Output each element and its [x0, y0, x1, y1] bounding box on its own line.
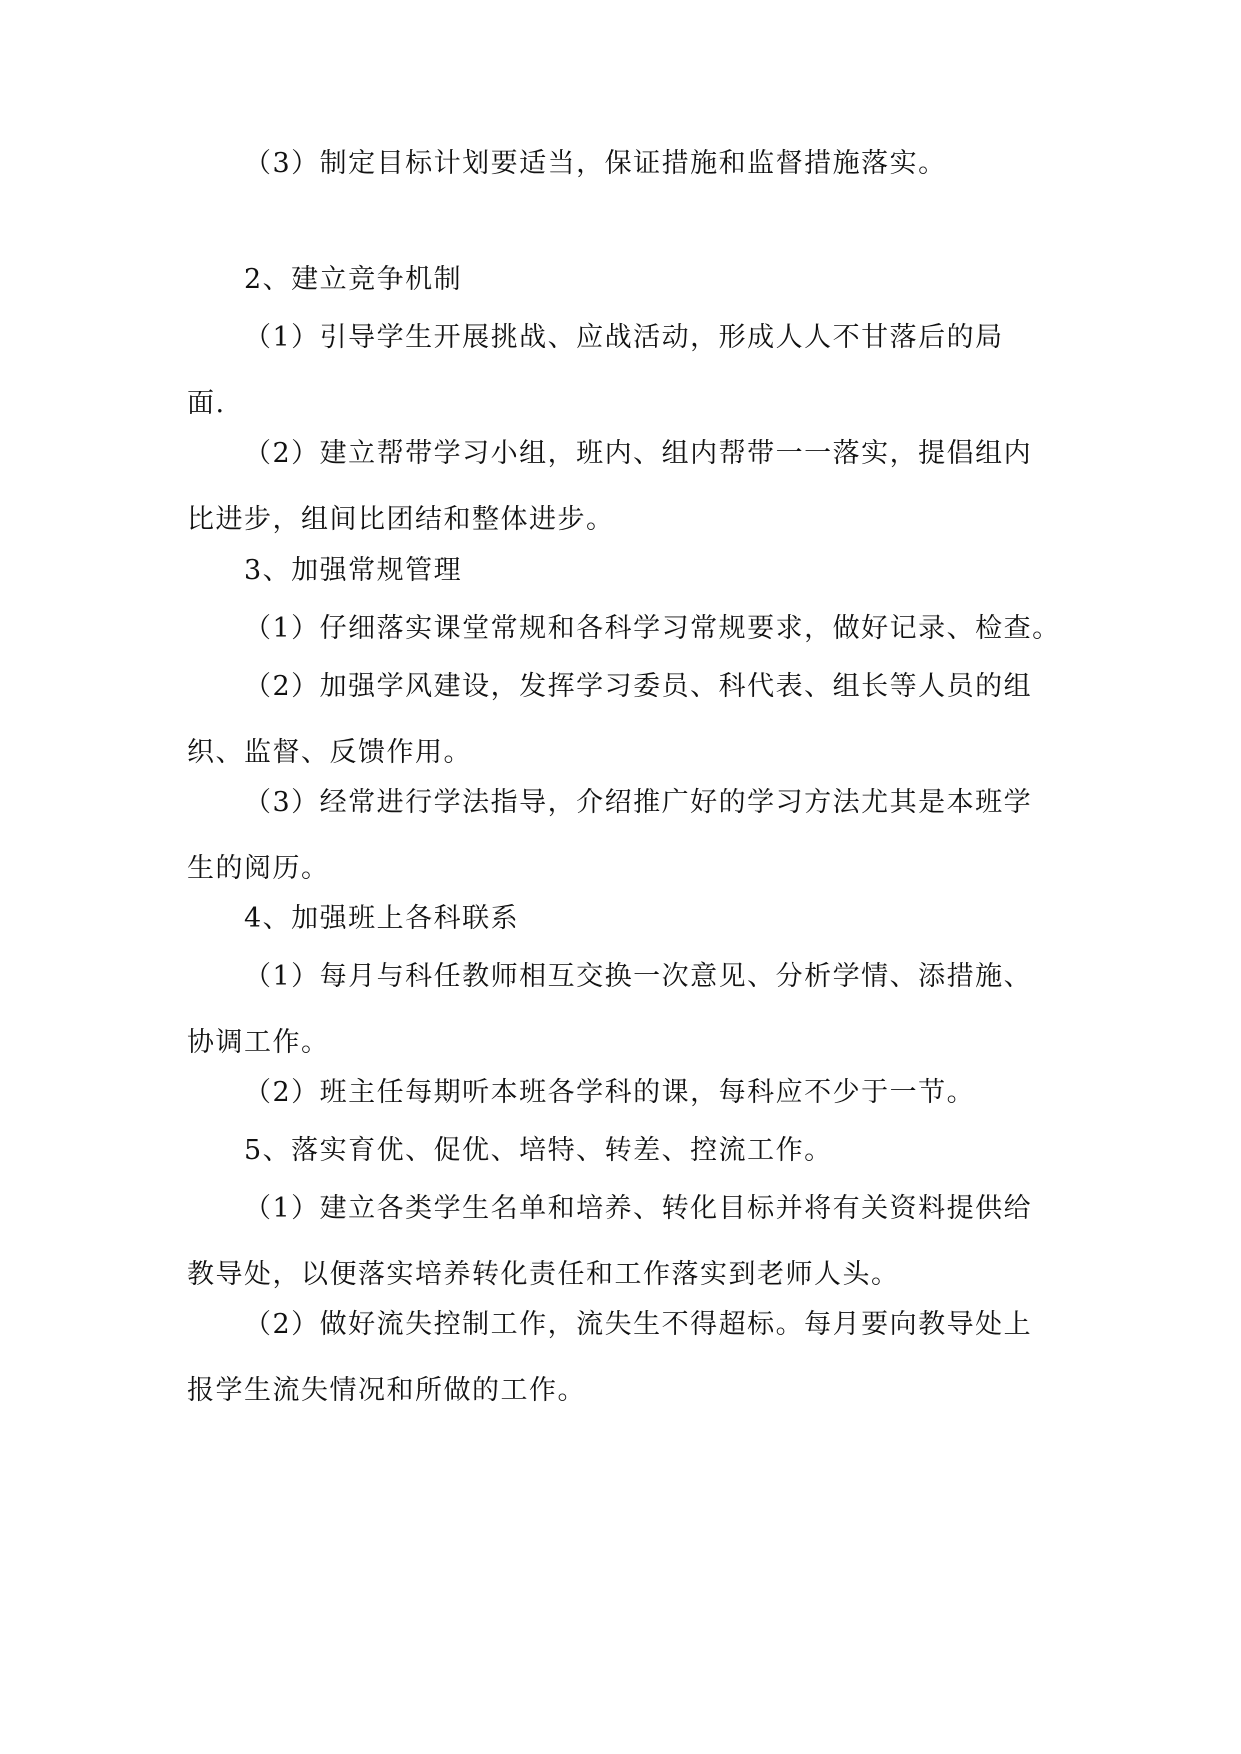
paragraph-student-work-1: [187, 1176, 1055, 1308]
paragraph-line: 面.: [187, 388, 226, 419]
paragraph-liaison-2: [187, 1060, 1055, 1126]
paragraph-line: 教导处，以便落实培养转化责任和工作落实到老师人头。: [187, 1259, 900, 1290]
paragraph-line: （3）经常进行学法指导，介绍推广好的学习方法尤其是本班学: [244, 787, 1033, 818]
heading-line: 4、加强班上各科联系: [244, 903, 520, 934]
paragraph-liaison-1: [187, 944, 1055, 1076]
paragraph-line: 生的阅历。: [187, 853, 330, 884]
paragraph-line: 比进步，组间比团结和整体进步。: [187, 504, 615, 535]
paragraph-student-work-2: [187, 1292, 1055, 1424]
heading-line: 3、加强常规管理: [244, 555, 463, 586]
paragraph-line: （1）仔细落实课堂常规和各科学习常规要求，做好记录、检查。: [244, 613, 1061, 644]
heading-line: 5、落实育优、促优、培特、转差、控流工作。: [244, 1135, 833, 1166]
paragraph-line: （3）制定目标计划要适当，保证措施和监督措施落实。: [244, 148, 947, 179]
paragraph-line: （2）建立帮带学习小组，班内、组内帮带一一落实，提倡组内: [244, 438, 1033, 469]
heading-student-work: [187, 1118, 1055, 1184]
paragraph-goal-plan-3: [187, 131, 1055, 197]
paragraph-routine-2: [187, 654, 1055, 786]
paragraph-line: 协调工作。: [187, 1027, 330, 1058]
paragraph-line: 报学生流失情况和所做的工作。: [187, 1375, 586, 1406]
paragraph-line: （1）引导学生开展挑战、应战活动，形成人人不甘落后的局: [244, 322, 1004, 353]
heading-routine-management: [187, 538, 1055, 604]
heading-competition-mechanism: [187, 247, 1055, 313]
paragraph-routine-3: [187, 770, 1055, 902]
heading-line: 2、建立竞争机制: [244, 264, 463, 295]
paragraph-line: 织、监督、反馈作用。: [187, 737, 472, 768]
paragraph-competition-2: [187, 421, 1055, 553]
paragraph-line: （1）建立各类学生名单和培养、转化目标并将有关资料提供给: [244, 1193, 1033, 1224]
heading-subject-liaison: [187, 886, 1055, 952]
paragraph-line: （1）每月与科任教师相互交换一次意见、分析学情、添措施、: [244, 961, 1033, 992]
paragraph-line: （2）班主任每期听本班各学科的课，每科应不少于一节。: [244, 1077, 976, 1108]
paragraph-competition-1: [187, 305, 1055, 437]
paragraph-line: （2）加强学风建设，发挥学习委员、科代表、组长等人员的组: [244, 671, 1033, 702]
paragraph-line: （2）做好流失控制工作，流失生不得超标。每月要向教导处上: [244, 1309, 1033, 1340]
paragraph-routine-1: [187, 596, 1061, 662]
